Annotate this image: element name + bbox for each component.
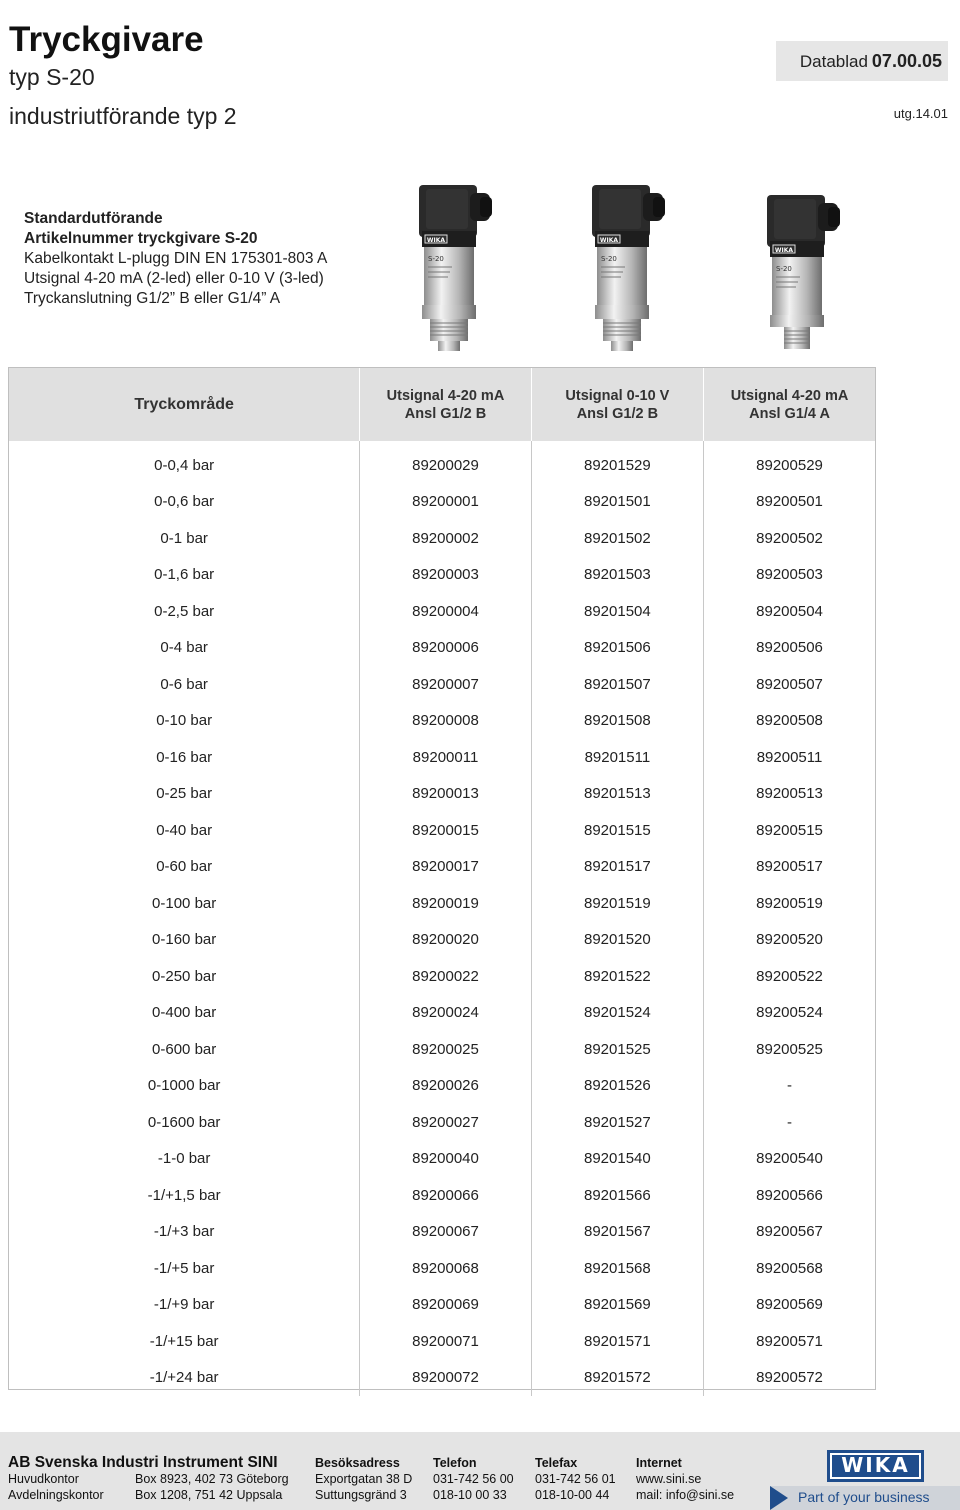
article-0-10v-g12-cell: 89201502 bbox=[531, 520, 703, 557]
table-row bbox=[9, 484, 875, 521]
standard-line: Utsignal 4-20 mA (2-led) eller 0-10 V (3-led) bbox=[24, 270, 324, 287]
article-4-20ma-g14-cell: 89200529 bbox=[704, 441, 875, 484]
table-row bbox=[9, 849, 875, 886]
article-4-20ma-g12-cell: 89200006 bbox=[360, 630, 531, 667]
article-4-20ma-g12-cell: 89200024 bbox=[360, 995, 531, 1032]
article-0-10v-g12-cell: 89201504 bbox=[531, 593, 703, 630]
edition-label: utg.14.01 bbox=[893, 106, 948, 121]
article-0-10v-g12-cell: 89201501 bbox=[531, 484, 703, 521]
article-4-20ma-g12-cell: 89200011 bbox=[360, 739, 531, 776]
article-4-20ma-g12-cell: 89200013 bbox=[360, 776, 531, 813]
article-0-10v-g12-cell: 89201540 bbox=[531, 1141, 703, 1178]
article-4-20ma-g14-cell: 89200566 bbox=[704, 1177, 875, 1214]
article-4-20ma-g14-cell: 89200503 bbox=[704, 557, 875, 594]
pressure-range-cell: -1/+5 bar bbox=[153, 1259, 215, 1277]
article-4-20ma-g12-cell: 89200015 bbox=[360, 812, 531, 849]
article-0-10v-g12-cell: 89201517 bbox=[531, 849, 703, 886]
footer-internet-heading: Internet bbox=[636, 1456, 682, 1470]
datasheet-label: Datablad bbox=[799, 52, 868, 71]
article-0-10v-g12-cell: 89201527 bbox=[531, 1104, 703, 1141]
standard-line: Kabelkontakt L-plugg DIN EN 175301-803 A bbox=[24, 250, 328, 267]
footer-phone-1: 031-742 56 00 bbox=[433, 1472, 514, 1486]
table-row bbox=[9, 1141, 875, 1178]
article-4-20ma-g14-cell: 89200572 bbox=[704, 1360, 875, 1397]
article-4-20ma-g14-cell: 89200506 bbox=[704, 630, 875, 667]
wika-tagline bbox=[770, 1486, 960, 1510]
article-4-20ma-g12-cell: 89200002 bbox=[360, 520, 531, 557]
footer-email-link[interactable]: mail: info@sini.se bbox=[636, 1488, 735, 1502]
pressure-range-cell: 0-2,5 bar bbox=[154, 602, 215, 620]
article-0-10v-g12-cell: 89201524 bbox=[531, 995, 703, 1032]
article-4-20ma-g14-cell: 89200511 bbox=[704, 739, 875, 776]
article-4-20ma-g12-cell: 89200026 bbox=[360, 1068, 531, 1105]
page-title: Tryckgivare bbox=[9, 20, 204, 59]
product-model: S-20 bbox=[428, 255, 444, 263]
article-0-10v-g12-cell: 89201520 bbox=[531, 922, 703, 959]
product-model: S-20 bbox=[601, 255, 617, 263]
footer-visit-heading: Besöksadress bbox=[315, 1456, 400, 1470]
article-number-table bbox=[8, 367, 876, 1390]
table-row bbox=[9, 1214, 875, 1251]
tagline-arrow-icon bbox=[770, 1486, 788, 1510]
pressure-range-cell: 0-6 bar bbox=[160, 675, 208, 693]
article-4-20ma-g12-cell: 89200066 bbox=[360, 1177, 531, 1214]
footer-phone-2: 018-10 00 33 bbox=[433, 1488, 507, 1502]
product-brand: WIKA bbox=[426, 237, 446, 244]
table-row bbox=[9, 593, 875, 630]
pressure-range-cell: -1/+15 bar bbox=[149, 1332, 219, 1350]
pressure-range-cell: -1-0 bar bbox=[157, 1150, 211, 1168]
article-4-20ma-g14-cell: 89200501 bbox=[704, 484, 875, 521]
footer-head-office-address: Box 8923, 402 73 Göteborg bbox=[135, 1472, 289, 1486]
table-row bbox=[9, 1287, 875, 1324]
pressure-range-cell: 0-400 bar bbox=[152, 1004, 217, 1022]
standard-line: Artikelnummer tryckgivare S-20 bbox=[24, 230, 258, 247]
datasheet-number: 07.00.05 bbox=[871, 51, 942, 71]
table-row bbox=[9, 958, 875, 995]
page-subtitle-variant: industriutförande typ 2 bbox=[9, 103, 237, 129]
article-4-20ma-g14-cell: 89200571 bbox=[704, 1323, 875, 1360]
table-row bbox=[9, 1031, 875, 1068]
article-0-10v-g12-cell: 89201503 bbox=[531, 557, 703, 594]
article-4-20ma-g12-cell: 89200019 bbox=[360, 885, 531, 922]
footer-visit-address-2: Suttungsgränd 3 bbox=[315, 1488, 407, 1502]
article-0-10v-g12-cell: 89201506 bbox=[531, 630, 703, 667]
column-header-0-10v-g12: Utsignal 0-10 V Ansl G1/2 B bbox=[531, 368, 703, 441]
article-4-20ma-g14-cell: 89200567 bbox=[704, 1214, 875, 1251]
table-row bbox=[9, 557, 875, 594]
column-header-pressure-range: Tryckområde bbox=[9, 368, 360, 441]
transmitter-image-g12-4-20ma bbox=[404, 183, 494, 353]
product-brand: WIKA bbox=[774, 247, 794, 254]
article-0-10v-g12-cell: 89201526 bbox=[531, 1068, 703, 1105]
article-4-20ma-g14-cell: 89200508 bbox=[704, 703, 875, 740]
wika-logo-text: WIKA bbox=[841, 1453, 910, 1477]
table-row bbox=[9, 922, 875, 959]
article-4-20ma-g14-cell: 89200504 bbox=[704, 593, 875, 630]
article-0-10v-g12-cell: 89201568 bbox=[531, 1250, 703, 1287]
article-0-10v-g12-cell: 89201513 bbox=[531, 776, 703, 813]
pressure-range-cell: 0-4 bar bbox=[160, 639, 208, 657]
pressure-range-cell: 0-0,4 bar bbox=[154, 456, 215, 474]
product-model: S-20 bbox=[776, 265, 792, 273]
standard-heading: Standardutförande bbox=[24, 210, 163, 227]
pressure-range-cell: 0-0,6 bar bbox=[154, 493, 215, 511]
article-4-20ma-g14-cell: 89200568 bbox=[704, 1250, 875, 1287]
article-4-20ma-g12-cell: 89200001 bbox=[360, 484, 531, 521]
pressure-range-cell: -1/+3 bar bbox=[153, 1223, 215, 1241]
transmitter-image-g14-4-20ma bbox=[752, 193, 842, 353]
article-4-20ma-g12-cell: 89200068 bbox=[360, 1250, 531, 1287]
pressure-range-cell: 0-600 bar bbox=[152, 1040, 217, 1058]
article-4-20ma-g12-cell: 89200007 bbox=[360, 666, 531, 703]
table-header-row bbox=[9, 368, 875, 441]
standard-description bbox=[24, 209, 327, 309]
pressure-range-cell: 0-100 bar bbox=[152, 894, 217, 912]
article-4-20ma-g12-cell: 89200022 bbox=[360, 958, 531, 995]
standard-line: Tryckanslutning G1/2” B eller G1/4” A bbox=[24, 290, 281, 307]
footer-head-office-label: Huvudkontor bbox=[8, 1472, 79, 1486]
pressure-range-cell: 0-10 bar bbox=[156, 712, 213, 730]
pressure-range-cell: 0-60 bar bbox=[156, 858, 213, 876]
article-4-20ma-g14-cell: 89200540 bbox=[704, 1141, 875, 1178]
column-header-4-20ma-g12: Utsignal 4-20 mA Ansl G1/2 B bbox=[360, 368, 531, 441]
table-row bbox=[9, 1250, 875, 1287]
table-row bbox=[9, 1068, 875, 1105]
pressure-range-cell: -1/+24 bar bbox=[149, 1369, 219, 1387]
table-row bbox=[9, 1360, 875, 1397]
footer-phone-heading: Telefon bbox=[433, 1456, 477, 1470]
table-row bbox=[9, 630, 875, 667]
article-0-10v-g12-cell: 89201571 bbox=[531, 1323, 703, 1360]
article-4-20ma-g12-cell: 89200008 bbox=[360, 703, 531, 740]
article-0-10v-g12-cell: 89201566 bbox=[531, 1177, 703, 1214]
article-4-20ma-g12-cell: 89200069 bbox=[360, 1287, 531, 1324]
article-4-20ma-g12-cell: 89200072 bbox=[360, 1360, 531, 1397]
article-4-20ma-g14-cell: 89200502 bbox=[704, 520, 875, 557]
article-4-20ma-g12-cell: 89200003 bbox=[360, 557, 531, 594]
table-row bbox=[9, 703, 875, 740]
pressure-range-cell: -1/+1,5 bar bbox=[147, 1186, 221, 1204]
footer-fax-heading: Telefax bbox=[535, 1456, 578, 1470]
product-brand: WIKA bbox=[599, 237, 619, 244]
page-subtitle-type: typ S-20 bbox=[9, 64, 95, 90]
pressure-range-cell: 0-16 bar bbox=[156, 748, 213, 766]
article-4-20ma-g14-cell: 89200522 bbox=[704, 958, 875, 995]
article-4-20ma-g12-cell: 89200025 bbox=[360, 1031, 531, 1068]
footer-company-name: AB Svenska Industri Instrument SINI bbox=[8, 1454, 278, 1471]
table-row bbox=[9, 1104, 875, 1141]
pressure-range-cell: 0-250 bar bbox=[152, 967, 217, 985]
footer-visit-address-1: Exportgatan 38 D bbox=[315, 1472, 413, 1486]
article-4-20ma-g12-cell: 89200020 bbox=[360, 922, 531, 959]
article-4-20ma-g12-cell: 89200004 bbox=[360, 593, 531, 630]
pressure-range-cell: 0-1600 bar bbox=[147, 1113, 221, 1131]
article-4-20ma-g14-cell: 89200569 bbox=[704, 1287, 875, 1324]
footer-branch-office-label: Avdelningskontor bbox=[8, 1488, 104, 1502]
table-row bbox=[9, 1177, 875, 1214]
footer-branch-office-address: Box 1208, 751 42 Uppsala bbox=[135, 1488, 283, 1502]
article-0-10v-g12-cell: 89201515 bbox=[531, 812, 703, 849]
article-4-20ma-g12-cell: 89200017 bbox=[360, 849, 531, 886]
table-row bbox=[9, 885, 875, 922]
article-4-20ma-g14-cell: 89200520 bbox=[704, 922, 875, 959]
datasheet-badge bbox=[776, 41, 948, 81]
article-0-10v-g12-cell: 89201569 bbox=[531, 1287, 703, 1324]
article-4-20ma-g12-cell: 89200067 bbox=[360, 1214, 531, 1251]
wika-logo bbox=[827, 1450, 924, 1482]
footer-fax-1: 031-742 56 01 bbox=[535, 1472, 616, 1486]
table-row bbox=[9, 739, 875, 776]
article-4-20ma-g14-cell: - bbox=[704, 1104, 875, 1141]
table-row bbox=[9, 776, 875, 813]
article-4-20ma-g14-cell: 89200519 bbox=[704, 885, 875, 922]
article-0-10v-g12-cell: 89201525 bbox=[531, 1031, 703, 1068]
tagline-text: Part of your business bbox=[798, 1489, 930, 1505]
article-4-20ma-g12-cell: 89200040 bbox=[360, 1141, 531, 1178]
column-header-4-20ma-g14: Utsignal 4-20 mA Ansl G1/4 A bbox=[704, 368, 875, 441]
article-0-10v-g12-cell: 89201572 bbox=[531, 1360, 703, 1397]
article-0-10v-g12-cell: 89201519 bbox=[531, 885, 703, 922]
pressure-range-cell: 0-40 bar bbox=[156, 821, 213, 839]
article-4-20ma-g12-cell: 89200071 bbox=[360, 1323, 531, 1360]
footer-website-link[interactable]: www.sini.se bbox=[636, 1472, 702, 1486]
article-4-20ma-g14-cell: - bbox=[704, 1068, 875, 1105]
article-4-20ma-g14-cell: 89200507 bbox=[704, 666, 875, 703]
article-0-10v-g12-cell: 89201529 bbox=[531, 441, 703, 484]
table-row bbox=[9, 812, 875, 849]
article-0-10v-g12-cell: 89201507 bbox=[531, 666, 703, 703]
table-row bbox=[9, 441, 875, 484]
footer-fax-2: 018-10-00 44 bbox=[535, 1488, 610, 1502]
pressure-range-cell: 0-1 bar bbox=[160, 529, 208, 547]
article-4-20ma-g14-cell: 89200517 bbox=[704, 849, 875, 886]
table-row bbox=[9, 520, 875, 557]
article-0-10v-g12-cell: 89201508 bbox=[531, 703, 703, 740]
article-4-20ma-g12-cell: 89200027 bbox=[360, 1104, 531, 1141]
transmitter-image-g12-0-10v bbox=[577, 183, 667, 353]
article-4-20ma-g14-cell: 89200513 bbox=[704, 776, 875, 813]
pressure-range-cell: -1/+9 bar bbox=[153, 1296, 215, 1314]
table-row bbox=[9, 666, 875, 703]
table-row bbox=[9, 1323, 875, 1360]
article-4-20ma-g14-cell: 89200525 bbox=[704, 1031, 875, 1068]
article-0-10v-g12-cell: 89201511 bbox=[531, 739, 703, 776]
pressure-range-cell: 0-25 bar bbox=[156, 785, 213, 803]
pressure-range-cell: 0-1000 bar bbox=[147, 1077, 221, 1095]
pressure-range-cell: 0-1,6 bar bbox=[154, 566, 215, 584]
table-row bbox=[9, 995, 875, 1032]
article-4-20ma-g14-cell: 89200524 bbox=[704, 995, 875, 1032]
article-4-20ma-g14-cell: 89200515 bbox=[704, 812, 875, 849]
pressure-range-cell: 0-160 bar bbox=[152, 931, 217, 949]
article-4-20ma-g12-cell: 89200029 bbox=[360, 441, 531, 484]
article-0-10v-g12-cell: 89201567 bbox=[531, 1214, 703, 1251]
article-0-10v-g12-cell: 89201522 bbox=[531, 958, 703, 995]
